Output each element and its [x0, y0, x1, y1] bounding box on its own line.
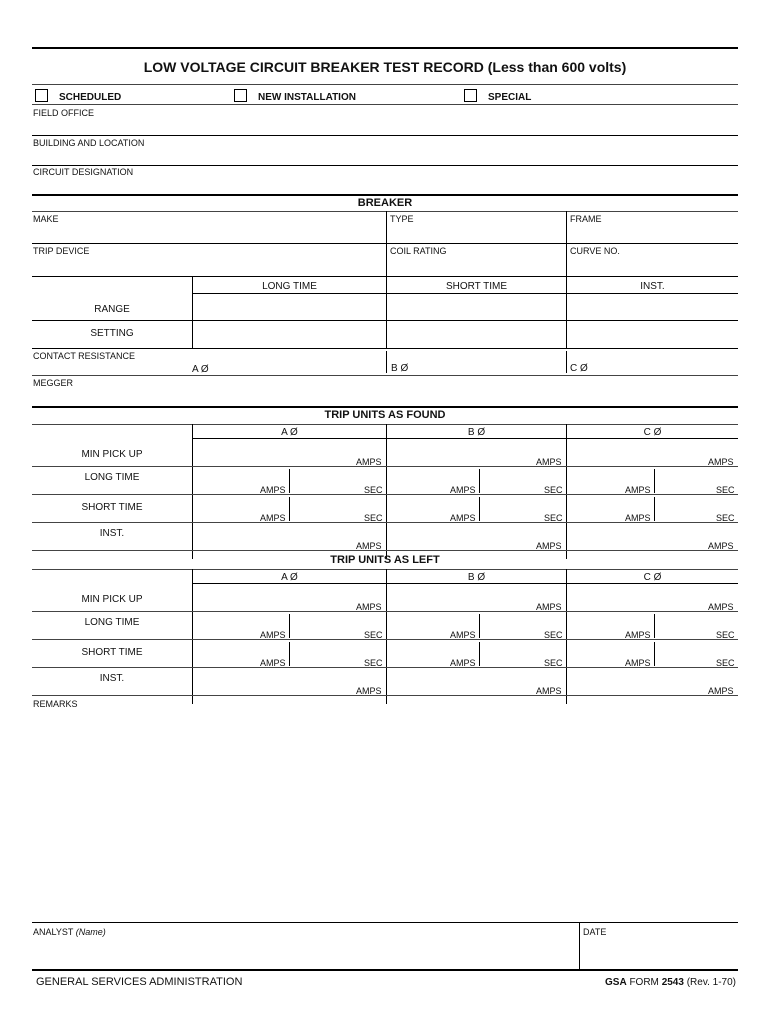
min-pick-up-label: MIN PICK UP: [81, 594, 143, 605]
amps-unit: AMPS: [625, 630, 651, 640]
divider: [566, 351, 567, 373]
amps-unit: AMPS: [356, 602, 382, 612]
phase-a-header: A Ø: [281, 572, 298, 583]
rule: [32, 569, 738, 570]
contact-resistance-label: CONTACT RESISTANCE: [33, 351, 136, 361]
divider: [192, 276, 193, 348]
rule: [32, 969, 738, 971]
divider: [654, 642, 655, 666]
divider: [654, 497, 655, 521]
long-time-label: LONG TIME: [84, 472, 140, 483]
sec-unit: SEC: [716, 513, 735, 523]
rule: [32, 406, 738, 408]
amps-unit: AMPS: [356, 541, 382, 551]
rule: [32, 194, 738, 196]
setting-label: SETTING: [90, 328, 134, 339]
divider: [566, 276, 567, 348]
amps-unit: AMPS: [708, 457, 734, 467]
form-rev: (Rev. 1-70): [686, 977, 736, 988]
divider: [386, 211, 387, 243]
sec-unit: SEC: [716, 630, 735, 640]
building-location-field[interactable]: [32, 135, 738, 164]
megger-label: MEGGER: [33, 378, 74, 388]
amps-unit: AMPS: [260, 658, 286, 668]
coil-rating-label: COIL RATING: [390, 246, 447, 256]
long-time-header: LONG TIME: [262, 281, 317, 292]
rule: [192, 293, 738, 294]
form-prefix: GSA: [605, 977, 627, 988]
new-installation-checkbox[interactable]: [234, 89, 247, 102]
rule: [32, 695, 738, 696]
divider: [566, 243, 567, 276]
divider: [289, 497, 290, 521]
breaker-title: BREAKER: [357, 197, 413, 209]
rule: [32, 320, 738, 321]
divider: [386, 276, 387, 348]
sec-unit: SEC: [364, 485, 383, 495]
rule: [32, 211, 738, 212]
divider: [479, 614, 480, 638]
trip_left-title: TRIP UNITS AS LEFT: [330, 554, 440, 566]
amps-unit: AMPS: [260, 485, 286, 495]
sec-unit: SEC: [544, 658, 563, 668]
sec-unit: SEC: [544, 513, 563, 523]
divider: [566, 211, 567, 243]
amps-unit: AMPS: [536, 686, 562, 696]
divider: [479, 469, 480, 493]
amps-unit: AMPS: [708, 541, 734, 551]
sec-unit: SEC: [364, 513, 383, 523]
amps-unit: AMPS: [536, 457, 562, 467]
short-time-label: SHORT TIME: [81, 502, 143, 513]
amps-unit: AMPS: [708, 686, 734, 696]
amps-unit: AMPS: [260, 513, 286, 523]
inst-header: INST.: [640, 281, 665, 292]
circuit-designation-label: CIRCUIT DESIGNATION: [33, 167, 134, 177]
phase-b-header: B Ø: [467, 572, 486, 583]
contact-b-phase: B Ø: [391, 363, 409, 374]
sec-unit: SEC: [364, 658, 383, 668]
phase-c-header: C Ø: [643, 427, 662, 438]
top-rule: [32, 47, 738, 49]
divider: [479, 642, 480, 666]
divider: [289, 642, 290, 666]
trip_found-title: TRIP UNITS AS FOUND: [324, 409, 446, 421]
divider: [654, 614, 655, 638]
divider: [479, 497, 480, 521]
sec-unit: SEC: [364, 630, 383, 640]
range-label: RANGE: [94, 304, 130, 315]
rule: [32, 550, 738, 551]
scheduled-checkbox[interactable]: [35, 89, 48, 102]
page-title: LOW VOLTAGE CIRCUIT BREAKER TEST RECORD (Less than 600 volts): [143, 59, 627, 75]
rule: [32, 276, 738, 277]
sec-unit: SEC: [544, 630, 563, 640]
frame-label: FRAME: [570, 214, 602, 224]
long-time-label: LONG TIME: [84, 617, 140, 628]
amps-unit: AMPS: [356, 457, 382, 467]
phase-c-header: C Ø: [643, 572, 662, 583]
amps-unit: AMPS: [356, 686, 382, 696]
amps-unit: AMPS: [450, 513, 476, 523]
field-office-label: FIELD OFFICE: [33, 108, 95, 118]
form-number: [605, 977, 736, 988]
amps-unit: AMPS: [536, 602, 562, 612]
phase-a-header: A Ø: [281, 427, 298, 438]
rule: [32, 424, 738, 425]
short-time-label: SHORT TIME: [81, 647, 143, 658]
analyst-name-hint: (Name): [75, 927, 106, 937]
rule: [32, 375, 738, 376]
date-label: DATE: [583, 927, 607, 937]
divider: [654, 469, 655, 493]
analyst-field[interactable]: [32, 923, 578, 969]
amps-unit: AMPS: [450, 658, 476, 668]
amps-unit: AMPS: [625, 513, 651, 523]
new-installation-label: NEW INSTALLATION: [258, 92, 356, 103]
type-label: TYPE: [390, 214, 414, 224]
circuit-designation-field[interactable]: [32, 165, 738, 194]
agency-name: GENERAL SERVICES ADMINISTRATION: [36, 976, 243, 988]
special-label: SPECIAL: [488, 92, 532, 103]
sec-unit: SEC: [716, 658, 735, 668]
divider: [386, 243, 387, 276]
date-field[interactable]: [580, 923, 738, 969]
analyst-label-text: ANALYST: [33, 927, 74, 937]
phase-b-header: B Ø: [467, 427, 486, 438]
short-time-header: SHORT TIME: [445, 281, 508, 292]
trip-device-label: TRIP DEVICE: [33, 246, 90, 256]
amps-unit: AMPS: [450, 630, 476, 640]
amps-unit: AMPS: [450, 485, 476, 495]
amps-unit: AMPS: [708, 602, 734, 612]
remarks-field[interactable]: [32, 712, 738, 920]
amps-unit: AMPS: [260, 630, 286, 640]
min-pick-up-label: MIN PICK UP: [81, 449, 143, 460]
inst-label: INST.: [99, 528, 125, 539]
form-num: 2543: [661, 977, 684, 988]
amps-unit: AMPS: [536, 541, 562, 551]
rule: [32, 348, 738, 349]
amps-unit: AMPS: [625, 485, 651, 495]
rule: [32, 243, 738, 244]
curve-no-label: CURVE NO.: [570, 246, 620, 256]
divider: [289, 469, 290, 493]
divider: [386, 351, 387, 373]
form-word: FORM: [629, 977, 659, 988]
scheduled-label: SCHEDULED: [59, 92, 122, 103]
rule: [32, 84, 738, 85]
divider: [289, 614, 290, 638]
inst-label: INST.: [99, 673, 125, 684]
contact-a-phase: A Ø: [192, 364, 209, 375]
field-office-field[interactable]: [32, 104, 738, 134]
sec-unit: SEC: [544, 485, 563, 495]
contact-c-phase: C Ø: [570, 363, 588, 374]
remarks-label: REMARKS: [33, 699, 78, 709]
make-label: MAKE: [33, 214, 59, 224]
building-location-label: BUILDING AND LOCATION: [33, 138, 145, 148]
special-checkbox[interactable]: [464, 89, 477, 102]
amps-unit: AMPS: [625, 658, 651, 668]
sec-unit: SEC: [716, 485, 735, 495]
